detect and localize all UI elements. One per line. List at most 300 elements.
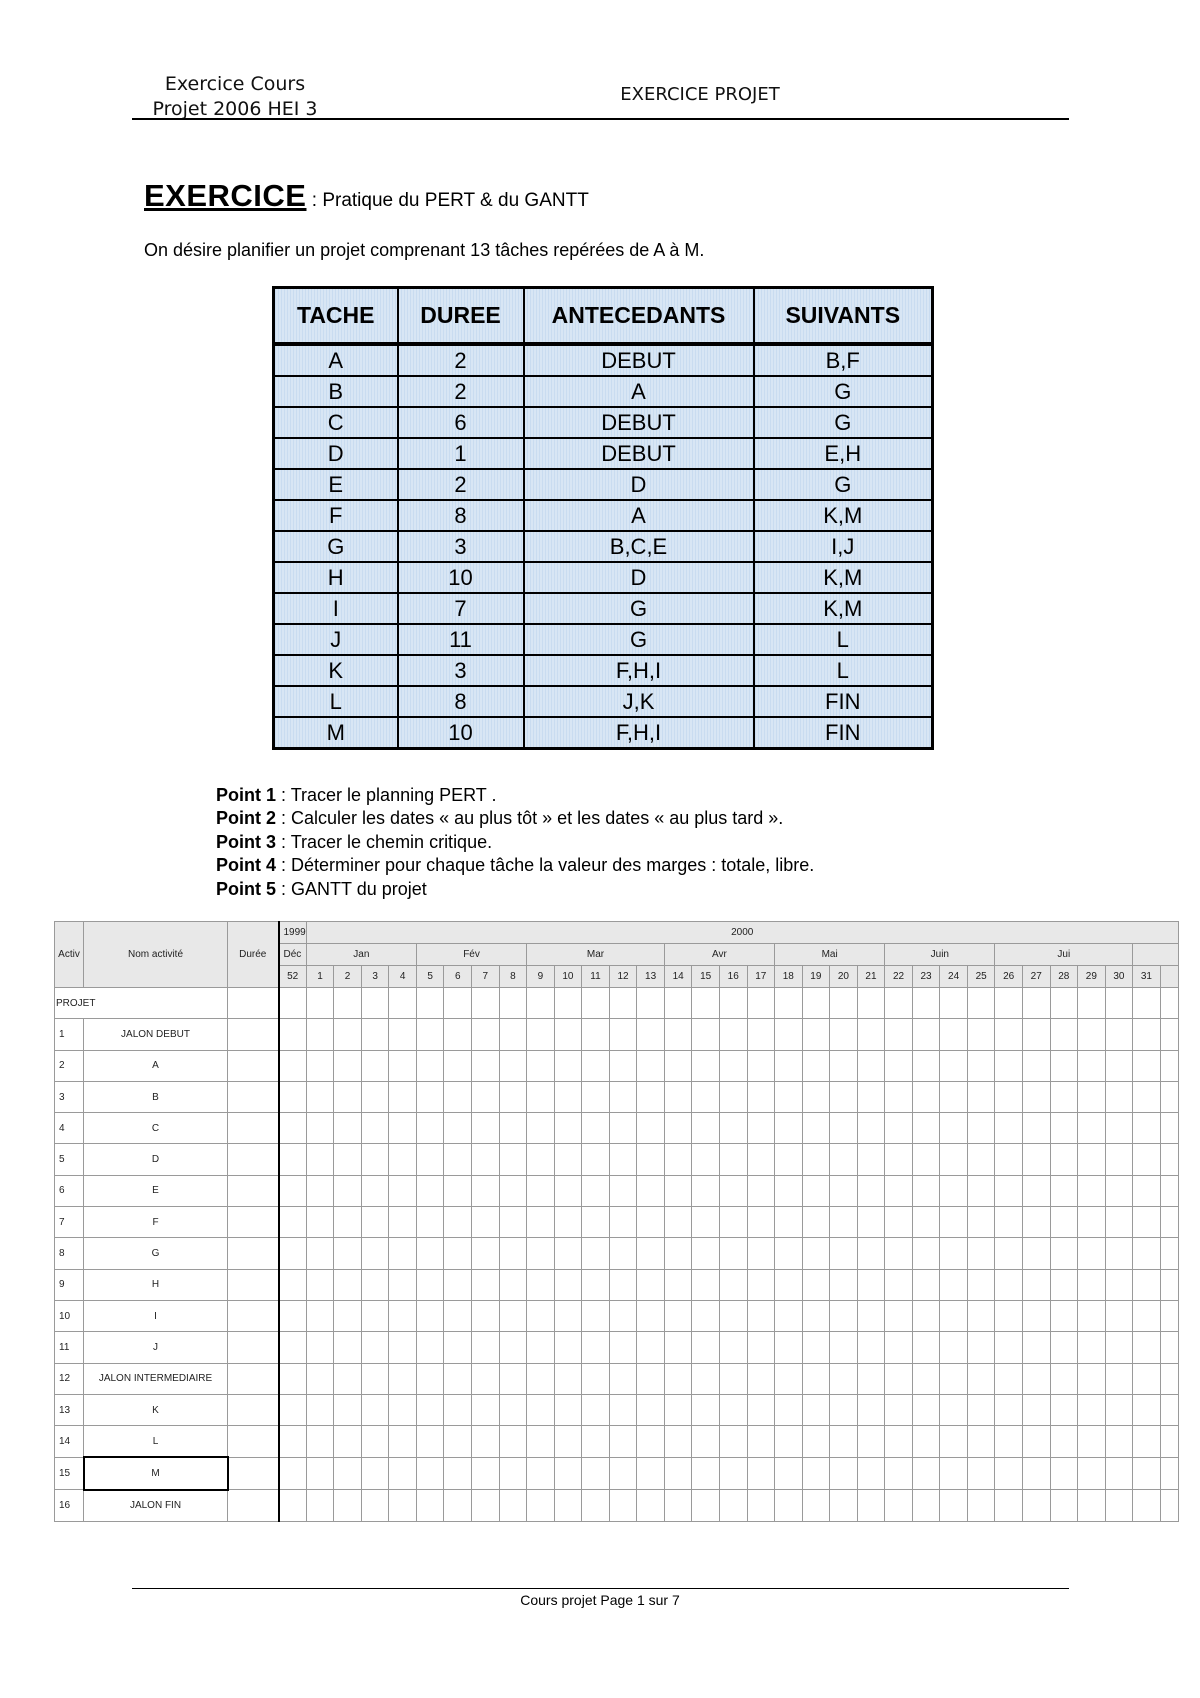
gantt-week-slot[interactable] (912, 1207, 940, 1238)
gantt-week-slot[interactable] (1022, 1113, 1050, 1144)
gantt-week-slot[interactable] (1078, 1175, 1106, 1206)
gantt-week-slot[interactable] (995, 1207, 1023, 1238)
gantt-week-slot[interactable] (334, 1050, 362, 1081)
gantt-week-slot[interactable] (967, 1394, 995, 1425)
gantt-week-slot[interactable] (775, 1332, 803, 1363)
gantt-week-slot[interactable] (1022, 1490, 1050, 1522)
gantt-week-slot[interactable] (967, 1144, 995, 1175)
gantt-week-slot[interactable] (664, 1081, 692, 1112)
gantt-duration-cell[interactable] (228, 1238, 279, 1269)
gantt-week-slot[interactable] (554, 1113, 582, 1144)
gantt-week-slot[interactable] (1160, 1394, 1178, 1425)
gantt-week-slot[interactable] (499, 1363, 527, 1394)
gantt-week-slot[interactable] (940, 1113, 968, 1144)
gantt-week-slot[interactable] (747, 1363, 775, 1394)
gantt-week-slot[interactable] (719, 1144, 747, 1175)
gantt-week-slot[interactable] (1050, 1144, 1078, 1175)
gantt-week-slot[interactable] (279, 1300, 307, 1331)
gantt-week-slot[interactable] (1050, 1113, 1078, 1144)
gantt-week-slot[interactable] (995, 1175, 1023, 1206)
gantt-week-slot[interactable] (940, 988, 968, 1019)
gantt-week-slot[interactable] (1105, 1050, 1133, 1081)
gantt-week-slot[interactable] (775, 1394, 803, 1425)
gantt-week-slot[interactable] (527, 1426, 555, 1458)
gantt-week-slot[interactable] (1160, 1081, 1178, 1112)
gantt-week-slot[interactable] (1133, 1332, 1161, 1363)
gantt-week-slot[interactable] (1078, 1269, 1106, 1300)
gantt-week-slot[interactable] (472, 1019, 500, 1050)
gantt-week-slot[interactable] (885, 1050, 913, 1081)
gantt-week-slot[interactable] (444, 1207, 472, 1238)
gantt-week-slot[interactable] (995, 1050, 1023, 1081)
gantt-week-slot[interactable] (885, 1457, 913, 1489)
gantt-week-slot[interactable] (830, 1238, 858, 1269)
gantt-week-slot[interactable] (719, 1300, 747, 1331)
gantt-week-slot[interactable] (527, 1050, 555, 1081)
gantt-week-slot[interactable] (609, 1363, 637, 1394)
gantt-week-slot[interactable] (554, 1363, 582, 1394)
gantt-week-slot[interactable] (940, 1019, 968, 1050)
gantt-week-slot[interactable] (306, 1457, 334, 1489)
gantt-week-slot[interactable] (912, 1363, 940, 1394)
gantt-week-slot[interactable] (637, 1113, 665, 1144)
gantt-week-slot[interactable] (692, 988, 720, 1019)
gantt-week-slot[interactable] (361, 1081, 389, 1112)
gantt-week-slot[interactable] (554, 988, 582, 1019)
gantt-week-slot[interactable] (554, 1144, 582, 1175)
gantt-week-slot[interactable] (664, 1426, 692, 1458)
gantt-week-slot[interactable] (1133, 1457, 1161, 1489)
gantt-week-slot[interactable] (416, 1300, 444, 1331)
gantt-duration-cell[interactable] (228, 1426, 279, 1458)
gantt-week-slot[interactable] (775, 1363, 803, 1394)
gantt-week-slot[interactable] (334, 1490, 362, 1522)
gantt-week-slot[interactable] (1050, 1019, 1078, 1050)
gantt-week-slot[interactable] (1050, 988, 1078, 1019)
gantt-week-slot[interactable] (747, 1426, 775, 1458)
gantt-week-slot[interactable] (719, 1490, 747, 1522)
gantt-week-slot[interactable] (664, 1238, 692, 1269)
gantt-duration-cell[interactable] (228, 1332, 279, 1363)
gantt-week-slot[interactable] (747, 1269, 775, 1300)
gantt-week-slot[interactable] (1133, 1207, 1161, 1238)
gantt-week-slot[interactable] (499, 1332, 527, 1363)
gantt-week-slot[interactable] (692, 1426, 720, 1458)
gantt-week-slot[interactable] (802, 1050, 830, 1081)
gantt-week-slot[interactable] (1050, 1238, 1078, 1269)
gantt-week-slot[interactable] (582, 1300, 610, 1331)
gantt-week-slot[interactable] (1105, 1144, 1133, 1175)
gantt-duration-cell[interactable] (228, 1019, 279, 1050)
gantt-week-slot[interactable] (279, 1238, 307, 1269)
gantt-week-slot[interactable] (857, 1207, 885, 1238)
gantt-week-slot[interactable] (995, 1019, 1023, 1050)
gantt-week-slot[interactable] (664, 1050, 692, 1081)
gantt-week-slot[interactable] (995, 1490, 1023, 1522)
gantt-week-slot[interactable] (499, 1207, 527, 1238)
gantt-week-slot[interactable] (967, 1332, 995, 1363)
gantt-week-slot[interactable] (389, 1175, 417, 1206)
gantt-week-slot[interactable] (802, 1457, 830, 1489)
gantt-week-slot[interactable] (1078, 1207, 1106, 1238)
gantt-week-slot[interactable] (719, 1113, 747, 1144)
gantt-week-slot[interactable] (334, 1300, 362, 1331)
gantt-week-slot[interactable] (802, 1426, 830, 1458)
gantt-duration-cell[interactable] (228, 1300, 279, 1331)
gantt-week-slot[interactable] (747, 1394, 775, 1425)
gantt-week-slot[interactable] (499, 1019, 527, 1050)
gantt-week-slot[interactable] (1105, 1457, 1133, 1489)
gantt-week-slot[interactable] (692, 1269, 720, 1300)
gantt-week-slot[interactable] (1050, 1426, 1078, 1458)
gantt-week-slot[interactable] (499, 1269, 527, 1300)
gantt-week-slot[interactable] (637, 1144, 665, 1175)
gantt-week-slot[interactable] (389, 1457, 417, 1489)
gantt-week-slot[interactable] (775, 1490, 803, 1522)
gantt-week-slot[interactable] (1050, 1175, 1078, 1206)
gantt-week-slot[interactable] (885, 1332, 913, 1363)
gantt-week-slot[interactable] (912, 1113, 940, 1144)
gantt-week-slot[interactable] (609, 1113, 637, 1144)
gantt-week-slot[interactable] (995, 1457, 1023, 1489)
gantt-week-slot[interactable] (361, 1457, 389, 1489)
gantt-week-slot[interactable] (995, 1144, 1023, 1175)
gantt-week-slot[interactable] (664, 1144, 692, 1175)
gantt-week-slot[interactable] (857, 1300, 885, 1331)
gantt-duration-cell[interactable] (228, 1175, 279, 1206)
gantt-week-slot[interactable] (554, 1332, 582, 1363)
gantt-week-slot[interactable] (1105, 1332, 1133, 1363)
gantt-week-slot[interactable] (361, 1238, 389, 1269)
gantt-week-slot[interactable] (885, 1144, 913, 1175)
gantt-week-slot[interactable] (1078, 1363, 1106, 1394)
gantt-week-slot[interactable] (940, 1490, 968, 1522)
gantt-week-slot[interactable] (416, 1238, 444, 1269)
gantt-week-slot[interactable] (637, 1269, 665, 1300)
gantt-week-slot[interactable] (995, 1332, 1023, 1363)
gantt-week-slot[interactable] (830, 1019, 858, 1050)
gantt-week-slot[interactable] (334, 1394, 362, 1425)
gantt-week-slot[interactable] (1133, 1050, 1161, 1081)
gantt-week-slot[interactable] (416, 1050, 444, 1081)
gantt-week-slot[interactable] (775, 1457, 803, 1489)
gantt-week-slot[interactable] (499, 1081, 527, 1112)
gantt-duration-cell[interactable] (228, 1457, 279, 1489)
gantt-week-slot[interactable] (664, 1457, 692, 1489)
gantt-week-slot[interactable] (940, 1363, 968, 1394)
gantt-week-slot[interactable] (664, 1490, 692, 1522)
gantt-week-slot[interactable] (582, 1238, 610, 1269)
gantt-week-slot[interactable] (830, 1050, 858, 1081)
gantt-week-slot[interactable] (582, 1081, 610, 1112)
gantt-week-slot[interactable] (472, 1207, 500, 1238)
gantt-week-slot[interactable] (637, 1081, 665, 1112)
gantt-week-slot[interactable] (940, 1394, 968, 1425)
gantt-week-slot[interactable] (747, 1300, 775, 1331)
gantt-week-slot[interactable] (857, 1113, 885, 1144)
gantt-week-slot[interactable] (637, 1490, 665, 1522)
gantt-week-slot[interactable] (416, 1394, 444, 1425)
gantt-week-slot[interactable] (912, 1081, 940, 1112)
gantt-week-slot[interactable] (857, 1238, 885, 1269)
gantt-week-slot[interactable] (1105, 1300, 1133, 1331)
gantt-week-slot[interactable] (361, 1207, 389, 1238)
gantt-week-slot[interactable] (637, 1426, 665, 1458)
gantt-week-slot[interactable] (1105, 1490, 1133, 1522)
gantt-week-slot[interactable] (609, 988, 637, 1019)
gantt-week-slot[interactable] (1133, 1238, 1161, 1269)
gantt-week-slot[interactable] (637, 1050, 665, 1081)
gantt-week-slot[interactable] (885, 1363, 913, 1394)
gantt-week-slot[interactable] (279, 1113, 307, 1144)
gantt-week-slot[interactable] (912, 1490, 940, 1522)
gantt-week-slot[interactable] (1160, 1363, 1178, 1394)
gantt-week-slot[interactable] (1022, 1081, 1050, 1112)
gantt-week-slot[interactable] (967, 1238, 995, 1269)
gantt-week-slot[interactable] (444, 1050, 472, 1081)
gantt-duration-cell[interactable] (228, 1394, 279, 1425)
gantt-week-slot[interactable] (995, 1238, 1023, 1269)
gantt-week-slot[interactable] (747, 1019, 775, 1050)
gantt-week-slot[interactable] (582, 1019, 610, 1050)
gantt-week-slot[interactable] (389, 1394, 417, 1425)
gantt-week-slot[interactable] (472, 1081, 500, 1112)
gantt-week-slot[interactable] (747, 1081, 775, 1112)
gantt-week-slot[interactable] (389, 988, 417, 1019)
gantt-week-slot[interactable] (582, 1490, 610, 1522)
gantt-week-slot[interactable] (499, 1490, 527, 1522)
gantt-week-slot[interactable] (527, 1490, 555, 1522)
gantt-week-slot[interactable] (582, 988, 610, 1019)
gantt-week-slot[interactable] (857, 1175, 885, 1206)
gantt-week-slot[interactable] (802, 1207, 830, 1238)
gantt-week-slot[interactable] (1022, 1144, 1050, 1175)
gantt-week-slot[interactable] (830, 1332, 858, 1363)
gantt-week-slot[interactable] (830, 1300, 858, 1331)
gantt-week-slot[interactable] (637, 1300, 665, 1331)
gantt-duration-cell[interactable] (228, 1269, 279, 1300)
gantt-week-slot[interactable] (995, 1300, 1023, 1331)
gantt-week-slot[interactable] (719, 1207, 747, 1238)
gantt-week-slot[interactable] (830, 1175, 858, 1206)
gantt-week-slot[interactable] (1160, 1238, 1178, 1269)
gantt-week-slot[interactable] (967, 1269, 995, 1300)
gantt-week-slot[interactable] (334, 1175, 362, 1206)
gantt-duration-cell[interactable] (228, 1490, 279, 1522)
gantt-week-slot[interactable] (692, 1394, 720, 1425)
gantt-week-slot[interactable] (416, 1175, 444, 1206)
gantt-week-slot[interactable] (554, 1050, 582, 1081)
gantt-week-slot[interactable] (885, 1490, 913, 1522)
gantt-week-slot[interactable] (692, 1457, 720, 1489)
gantt-week-slot[interactable] (1022, 1332, 1050, 1363)
gantt-week-slot[interactable] (747, 1050, 775, 1081)
gantt-week-slot[interactable] (692, 1175, 720, 1206)
gantt-week-slot[interactable] (775, 1300, 803, 1331)
gantt-week-slot[interactable] (609, 1332, 637, 1363)
gantt-week-slot[interactable] (885, 1081, 913, 1112)
gantt-week-slot[interactable] (1050, 1394, 1078, 1425)
gantt-week-slot[interactable] (361, 1269, 389, 1300)
gantt-week-slot[interactable] (472, 988, 500, 1019)
gantt-week-slot[interactable] (775, 1269, 803, 1300)
gantt-week-slot[interactable] (1160, 1490, 1178, 1522)
gantt-week-slot[interactable] (1133, 1394, 1161, 1425)
gantt-week-slot[interactable] (719, 1457, 747, 1489)
gantt-week-slot[interactable] (912, 1238, 940, 1269)
gantt-week-slot[interactable] (912, 1426, 940, 1458)
gantt-week-slot[interactable] (912, 1300, 940, 1331)
gantt-week-slot[interactable] (775, 1144, 803, 1175)
gantt-week-slot[interactable] (279, 1081, 307, 1112)
gantt-week-slot[interactable] (940, 1207, 968, 1238)
gantt-week-slot[interactable] (1133, 988, 1161, 1019)
gantt-week-slot[interactable] (857, 1457, 885, 1489)
gantt-week-slot[interactable] (857, 1363, 885, 1394)
gantt-week-slot[interactable] (554, 1426, 582, 1458)
gantt-week-slot[interactable] (1022, 988, 1050, 1019)
gantt-week-slot[interactable] (719, 1081, 747, 1112)
gantt-week-slot[interactable] (940, 1238, 968, 1269)
gantt-week-slot[interactable] (444, 1238, 472, 1269)
gantt-duration-cell[interactable] (228, 1363, 279, 1394)
gantt-week-slot[interactable] (609, 1207, 637, 1238)
gantt-week-slot[interactable] (527, 1144, 555, 1175)
gantt-week-slot[interactable] (389, 1207, 417, 1238)
gantt-week-slot[interactable] (306, 1144, 334, 1175)
gantt-week-slot[interactable] (389, 1113, 417, 1144)
gantt-week-slot[interactable] (527, 1332, 555, 1363)
gantt-week-slot[interactable] (967, 1363, 995, 1394)
gantt-week-slot[interactable] (416, 1019, 444, 1050)
gantt-week-slot[interactable] (472, 1300, 500, 1331)
gantt-week-slot[interactable] (830, 1207, 858, 1238)
gantt-week-slot[interactable] (416, 1332, 444, 1363)
gantt-week-slot[interactable] (857, 1269, 885, 1300)
gantt-week-slot[interactable] (885, 1394, 913, 1425)
gantt-week-slot[interactable] (334, 1081, 362, 1112)
gantt-week-slot[interactable] (306, 1019, 334, 1050)
gantt-week-slot[interactable] (664, 1332, 692, 1363)
gantt-week-slot[interactable] (306, 988, 334, 1019)
gantt-week-slot[interactable] (306, 1332, 334, 1363)
gantt-week-slot[interactable] (306, 1050, 334, 1081)
gantt-week-slot[interactable] (279, 1457, 307, 1489)
gantt-week-slot[interactable] (1160, 988, 1178, 1019)
gantt-week-slot[interactable] (1022, 1175, 1050, 1206)
gantt-week-slot[interactable] (719, 988, 747, 1019)
gantt-week-slot[interactable] (582, 1207, 610, 1238)
gantt-week-slot[interactable] (1160, 1207, 1178, 1238)
gantt-week-slot[interactable] (1078, 1081, 1106, 1112)
gantt-week-slot[interactable] (830, 1490, 858, 1522)
gantt-week-slot[interactable] (306, 1207, 334, 1238)
gantt-week-slot[interactable] (857, 1394, 885, 1425)
gantt-week-slot[interactable] (830, 1144, 858, 1175)
gantt-week-slot[interactable] (1133, 1269, 1161, 1300)
gantt-week-slot[interactable] (1160, 1269, 1178, 1300)
gantt-week-slot[interactable] (609, 1490, 637, 1522)
gantt-week-slot[interactable] (802, 1300, 830, 1331)
gantt-week-slot[interactable] (334, 1269, 362, 1300)
gantt-week-slot[interactable] (802, 1019, 830, 1050)
gantt-week-slot[interactable] (389, 1363, 417, 1394)
gantt-week-slot[interactable] (830, 1113, 858, 1144)
gantt-week-slot[interactable] (912, 1144, 940, 1175)
gantt-week-slot[interactable] (940, 1175, 968, 1206)
gantt-week-slot[interactable] (416, 1113, 444, 1144)
gantt-week-slot[interactable] (940, 1144, 968, 1175)
gantt-week-slot[interactable] (361, 1300, 389, 1331)
gantt-week-slot[interactable] (912, 1457, 940, 1489)
gantt-week-slot[interactable] (1105, 1113, 1133, 1144)
gantt-duration-cell[interactable] (228, 1144, 279, 1175)
gantt-week-slot[interactable] (1160, 1050, 1178, 1081)
gantt-week-slot[interactable] (802, 1394, 830, 1425)
gantt-week-slot[interactable] (1050, 1363, 1078, 1394)
gantt-week-slot[interactable] (1160, 1113, 1178, 1144)
gantt-week-slot[interactable] (527, 988, 555, 1019)
gantt-week-slot[interactable] (609, 1457, 637, 1489)
gantt-week-slot[interactable] (1105, 1207, 1133, 1238)
gantt-week-slot[interactable] (554, 1081, 582, 1112)
gantt-week-slot[interactable] (802, 1113, 830, 1144)
gantt-week-slot[interactable] (306, 1113, 334, 1144)
gantt-week-slot[interactable] (857, 1144, 885, 1175)
gantt-week-slot[interactable] (306, 1175, 334, 1206)
gantt-week-slot[interactable] (472, 1113, 500, 1144)
gantt-week-slot[interactable] (995, 1113, 1023, 1144)
gantt-week-slot[interactable] (361, 988, 389, 1019)
gantt-week-slot[interactable] (389, 1019, 417, 1050)
gantt-week-slot[interactable] (499, 1113, 527, 1144)
gantt-week-slot[interactable] (719, 1426, 747, 1458)
gantt-week-slot[interactable] (554, 1269, 582, 1300)
gantt-week-slot[interactable] (472, 1175, 500, 1206)
gantt-week-slot[interactable] (527, 1113, 555, 1144)
gantt-week-slot[interactable] (472, 1332, 500, 1363)
gantt-week-slot[interactable] (664, 1113, 692, 1144)
gantt-week-slot[interactable] (940, 1269, 968, 1300)
gantt-week-slot[interactable] (472, 1238, 500, 1269)
gantt-week-slot[interactable] (1133, 1113, 1161, 1144)
gantt-week-slot[interactable] (1050, 1081, 1078, 1112)
gantt-week-slot[interactable] (830, 1426, 858, 1458)
gantt-week-slot[interactable] (389, 1144, 417, 1175)
gantt-week-slot[interactable] (857, 1050, 885, 1081)
gantt-week-slot[interactable] (444, 1394, 472, 1425)
gantt-week-slot[interactable] (775, 1113, 803, 1144)
gantt-week-slot[interactable] (527, 1300, 555, 1331)
gantt-week-slot[interactable] (885, 1175, 913, 1206)
gantt-week-slot[interactable] (389, 1300, 417, 1331)
gantt-duration-cell[interactable] (228, 1081, 279, 1112)
gantt-week-slot[interactable] (582, 1175, 610, 1206)
gantt-week-slot[interactable] (692, 1207, 720, 1238)
gantt-week-slot[interactable] (692, 1363, 720, 1394)
gantt-week-slot[interactable] (747, 1490, 775, 1522)
gantt-week-slot[interactable] (775, 1175, 803, 1206)
gantt-week-slot[interactable] (940, 1426, 968, 1458)
gantt-week-slot[interactable] (444, 1144, 472, 1175)
gantt-week-slot[interactable] (472, 1394, 500, 1425)
gantt-week-slot[interactable] (940, 1457, 968, 1489)
gantt-week-slot[interactable] (885, 1207, 913, 1238)
gantt-week-slot[interactable] (940, 1300, 968, 1331)
gantt-week-slot[interactable] (637, 1332, 665, 1363)
gantt-week-slot[interactable] (747, 1238, 775, 1269)
gantt-week-slot[interactable] (279, 988, 307, 1019)
